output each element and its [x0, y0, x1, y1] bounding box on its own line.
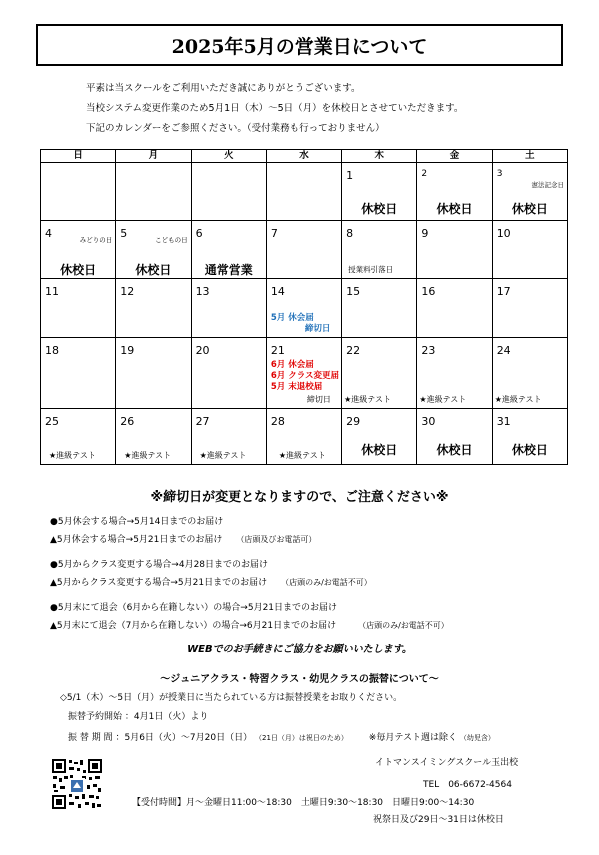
rule-aside: （店頭のみ/お電話不可）: [358, 621, 449, 630]
makeup-period: [68, 730, 495, 743]
closed-label: 休校日: [436, 443, 473, 457]
weekday-mon: 月: [116, 150, 191, 163]
day-cell: [266, 279, 341, 338]
day-number: 8: [346, 227, 354, 240]
period-value: ：5月6日（火）～7月20日（日）: [115, 733, 253, 743]
day-cell: [492, 163, 567, 221]
day-number: 9: [421, 227, 429, 240]
week-row: [41, 163, 568, 221]
qr-code-icon[interactable]: [51, 758, 103, 810]
deadline-note: 5月 休会届: [270, 313, 314, 323]
web-note: WEBでのお手続きにご協力をお願いいたします。: [187, 644, 412, 655]
test-label: ★進級テスト: [494, 395, 542, 404]
rule-line: [50, 600, 449, 617]
closed-label: 休校日: [511, 443, 548, 457]
day-number: 23: [421, 344, 436, 357]
test-label: ★進級テスト: [124, 451, 172, 460]
day-number: 24: [496, 344, 511, 357]
debit-label: 授業料引落日: [348, 265, 394, 274]
day-number: 14: [270, 285, 285, 298]
day-number: 26: [120, 415, 135, 428]
week-row: [41, 409, 568, 465]
rule-line: [50, 531, 449, 548]
day-number: 12: [120, 285, 135, 298]
exclusion-note: （幼児含）: [459, 734, 495, 742]
day-cell: [266, 409, 341, 465]
closed-label: 休校日: [436, 202, 473, 216]
rule-text: ●5月からクラス変更する場合→4月28日までのお届け: [50, 560, 269, 570]
week-row: [41, 279, 568, 338]
day-cell: [342, 221, 417, 279]
day-number: 30: [421, 415, 436, 428]
deadline-note: 6月 休会届: [270, 360, 314, 370]
deadline-warning: ※締切日が変更となりますので、ご注意ください※: [150, 490, 449, 505]
phone-number: TEL 06-6672-4564: [423, 780, 512, 790]
rule-line: [50, 574, 449, 591]
closed-label: 休校日: [135, 263, 172, 277]
test-label: ★進級テスト: [344, 395, 391, 404]
holiday-label: 憲法記念日: [531, 181, 564, 189]
intro-line: 当校システム変更作業のため5月1日（木）～5日（月）を休校日とさせていただきます。: [86, 103, 464, 114]
deadline-label: 締切日: [306, 395, 331, 404]
weekday-tue: 火: [191, 150, 266, 163]
intro-line: 平素は当スクールをご利用いただき誠にありがとうございます。: [86, 83, 361, 94]
period-note: （21日（月）は祝日のため）: [254, 734, 348, 742]
day-cell: [342, 409, 417, 465]
empty-cell: [266, 163, 341, 221]
day-cell: [417, 409, 492, 465]
reception-hours: 【受付時間】月～金曜日11:00～18:30 土曜日9:30～18:30 日曜日9:00～14:30: [132, 798, 475, 808]
day-number: 10: [496, 227, 511, 240]
day-number: 25: [45, 415, 59, 428]
day-number: 27: [195, 415, 210, 428]
rule-aside: （店頭及びお電話可）: [236, 535, 317, 544]
day-cell: [342, 338, 417, 409]
day-number: 13: [195, 285, 210, 298]
day-cell: [492, 279, 567, 338]
week-row: [41, 338, 568, 409]
day-number: 5: [120, 227, 128, 240]
day-number: 1: [346, 169, 354, 182]
day-cell: [116, 279, 191, 338]
empty-cell: [191, 163, 266, 221]
closed-label: 休校日: [361, 443, 398, 457]
rule-text: ▲5月末にて退会（7月から在籍しない）の場合→6月21日までのお届け: [50, 621, 337, 631]
intro-line: 下記のカレンダーをご参照ください。（受付業務も行っておりません）: [86, 123, 385, 134]
day-number: 7: [270, 227, 278, 240]
day-cell: [41, 279, 116, 338]
makeup-title: ～ジュニアクラス・特習クラス・幼児クラスの振替について～: [160, 674, 439, 685]
weekday-sat: 土: [492, 150, 567, 163]
rule-line: [50, 557, 449, 574]
week-row: [41, 221, 568, 279]
day-cell: [342, 163, 417, 221]
rule-text: ▲5月休会する場合→5月21日までのお届け: [50, 535, 223, 545]
day-cell: [191, 338, 266, 409]
reserve-label: 振替予約開始: [68, 712, 123, 722]
day-cell: [191, 221, 266, 279]
day-cell: [266, 338, 341, 409]
day-number: 21: [270, 344, 285, 357]
day-cell: [417, 221, 492, 279]
day-cell: [417, 338, 492, 409]
rule-line: [50, 617, 449, 634]
weekday-fri: 金: [417, 150, 492, 163]
day-number: 29: [346, 415, 361, 428]
test-label: ★進級テスト: [278, 451, 326, 460]
empty-cell: [116, 163, 191, 221]
day-number: 6: [195, 227, 203, 240]
day-cell: [41, 338, 116, 409]
period-label: 振 替 期 間: [68, 733, 113, 743]
day-cell: [266, 221, 341, 279]
day-cell: [492, 221, 567, 279]
page-title: 2025年5月の営業日について: [36, 24, 563, 66]
day-cell: [492, 409, 567, 465]
day-number: 17: [496, 285, 511, 298]
closed-days: 祝祭日及び29日～31日は休校日: [373, 815, 504, 825]
holiday-label: みどりの日: [79, 236, 113, 244]
day-number: 3: [496, 169, 503, 179]
rule-text: ▲5月からクラス変更する場合→5月21日までのお届け: [50, 578, 268, 588]
school-name: イトマンスイミングスクール玉出校: [375, 758, 519, 768]
day-number: 2: [421, 169, 428, 179]
weekday-wed: 水: [266, 150, 341, 163]
deadline-note: 5月 末退校届: [270, 382, 323, 392]
day-number: 19: [120, 344, 135, 357]
test-label: ★進級テスト: [419, 395, 467, 404]
day-cell: [41, 409, 116, 465]
day-number: 18: [45, 344, 59, 357]
deadline-note: 締切日: [304, 324, 331, 334]
holiday-label: こどもの日: [155, 236, 188, 244]
day-cell: [417, 279, 492, 338]
rule-line: [50, 514, 449, 531]
closed-label: 休校日: [60, 263, 97, 277]
test-label: ★進級テスト: [49, 451, 96, 460]
empty-cell: [41, 163, 116, 221]
makeup-reserve: [68, 709, 208, 722]
closed-label: 休校日: [361, 202, 398, 216]
day-cell: [191, 409, 266, 465]
day-number: 28: [270, 415, 285, 428]
day-cell: [41, 221, 116, 279]
deadline-note: 6月 クラス変更届: [270, 371, 339, 381]
may-calendar: [40, 149, 568, 465]
day-cell: [116, 338, 191, 409]
day-cell: [116, 221, 191, 279]
reserve-value: ：4月1日（火）より: [124, 712, 209, 722]
day-number: 4: [45, 227, 52, 240]
makeup-line: ◇5/1（木）～5日（月）が授業日に当たられている方は振替授業をお取りください。: [60, 693, 403, 703]
rule-aside: （店頭のみ/お電話不可）: [281, 578, 372, 587]
day-cell: [417, 163, 492, 221]
deadline-notes: [271, 360, 339, 393]
day-cell: [342, 279, 417, 338]
day-number: 31: [496, 415, 511, 428]
weekday-thu: 木: [342, 150, 417, 163]
exclusion-text: ※毎月テスト週は除く: [368, 733, 457, 743]
day-cell: [492, 338, 567, 409]
day-number: 16: [421, 285, 436, 298]
day-number: 11: [45, 285, 59, 298]
closed-label: 休校日: [511, 202, 548, 216]
rule-text: ●5月休会する場合→5月14日までのお届け: [50, 517, 224, 527]
day-number: 22: [346, 344, 361, 357]
day-number: 20: [195, 344, 210, 357]
deadline-rules: [50, 514, 449, 634]
weekday-header: [41, 150, 568, 163]
day-cell: [116, 409, 191, 465]
test-label: ★進級テスト: [199, 451, 247, 460]
day-cell: [191, 279, 266, 338]
intro-text: [86, 79, 463, 139]
open-label: 通常営業: [204, 263, 253, 277]
weekday-sun: 日: [41, 150, 116, 163]
rule-text: ●5月末にて退会（6月から在籍しない）の場合→5月21日までのお届け: [50, 603, 338, 613]
day-number: 15: [346, 285, 361, 298]
